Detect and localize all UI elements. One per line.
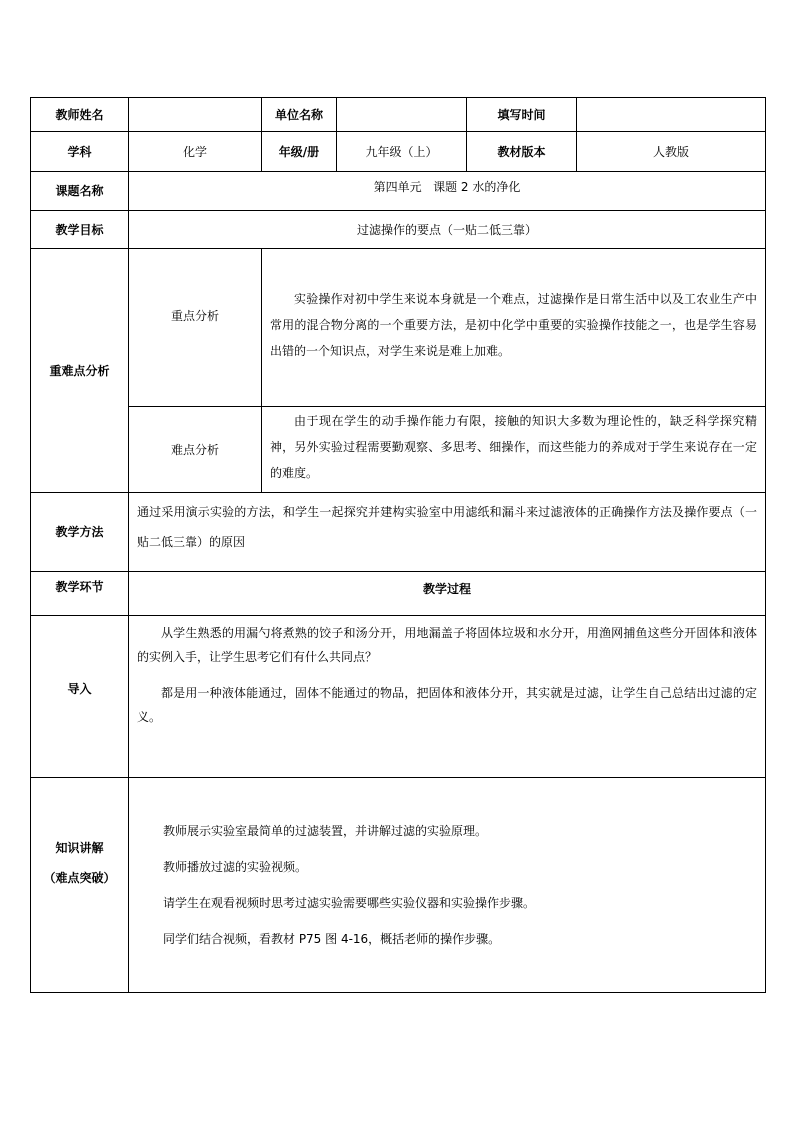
knowledge-label-cell xyxy=(31,778,129,993)
topic-row xyxy=(31,172,766,211)
method-text: 通过采用演示实验的方法，和学生一起探究并建构实验室中用滤纸和漏斗来过滤液体的正确操作方法及操作要点（一贴二低三靠）的原因 xyxy=(137,505,757,549)
knowledge-row xyxy=(31,778,766,993)
method-cell xyxy=(129,493,766,572)
difficulty-cell xyxy=(262,407,766,493)
knowledge-paragraph-3: 请学生在观看视频时思考过滤实验需要哪些实验仪器和实验操作步骤。 xyxy=(163,896,536,910)
unit-name-value xyxy=(337,98,467,132)
method-label: 教学方法 xyxy=(31,493,129,572)
teacher-name-value xyxy=(129,98,262,132)
unit-name-label: 单位名称 xyxy=(262,98,337,132)
teacher-name-label: 教师姓名 xyxy=(31,98,129,132)
edition-value: 人教版 xyxy=(577,132,766,172)
knowledge-paragraph-2: 教师播放过滤的实验视频。 xyxy=(163,860,308,874)
intro-row xyxy=(31,616,766,778)
knowledge-label: 知识讲解 xyxy=(55,840,104,855)
difficulty-label: 难点分析 xyxy=(129,407,262,493)
goal-row xyxy=(31,211,766,249)
subject-label: 学科 xyxy=(31,132,129,172)
key-point-cell xyxy=(262,249,766,407)
intro-paragraph-1: 从学生熟悉的用漏勺将煮熟的饺子和汤分开，用地漏盖子将固体垃圾和水分开，用渔网捕鱼这些分开固体和液体的实例入手，让学生思考它们有什么共同点？ xyxy=(137,626,757,664)
teacher-row xyxy=(31,98,766,132)
edition-label: 教材版本 xyxy=(467,132,577,172)
intro-paragraph-2: 都是用一种液体能通过，固体不能通过的物品，把固体和液体分开，其实就是过滤，让学生自己总结出过滤的定义。 xyxy=(137,686,757,724)
process-title: 教学过程 xyxy=(129,572,766,616)
key-point-label: 重点分析 xyxy=(129,249,262,407)
intro-cell xyxy=(129,616,766,778)
fill-time-value xyxy=(577,98,766,132)
knowledge-paragraph-1: 教师展示实验室最简单的过滤装置，并讲解过滤的实验原理。 xyxy=(163,824,488,838)
knowledge-cell xyxy=(129,778,766,993)
knowledge-sublabel: （难点突破） xyxy=(43,870,116,885)
fill-time-label: 填写时间 xyxy=(467,98,577,132)
difficulty-analysis-row xyxy=(31,407,766,493)
grade-value: 九年级（上） xyxy=(337,132,467,172)
process-header-row xyxy=(31,572,766,616)
process-step-label: 教学环节 xyxy=(31,572,129,616)
key-analysis-row xyxy=(31,249,766,407)
analysis-label: 重难点分析 xyxy=(31,249,129,493)
intro-label: 导入 xyxy=(31,616,129,778)
key-point-text: 实验操作对初中学生来说本身就是一个难点，过滤操作是日常生活中以及工农业生产中常用的混合物分离的一个重要方法，是初中化学中重要的实验操作技能之一，也是学生容易出错的一个知识点，对学生来说是难上加难。 xyxy=(270,292,757,358)
knowledge-paragraph-4: 同学们结合视频，看教材 P75 图 4-16，概括老师的操作步骤。 xyxy=(163,932,501,946)
method-row xyxy=(31,493,766,572)
lesson-plan-table xyxy=(30,97,766,993)
subject-value: 化学 xyxy=(129,132,262,172)
goal-value: 过滤操作的要点（一贴二低三靠） xyxy=(129,211,766,249)
grade-label: 年级/册 xyxy=(262,132,337,172)
topic-label: 课题名称 xyxy=(31,172,129,211)
topic-value: 第四单元 课题 2 水的净化 xyxy=(129,172,766,211)
difficulty-text: 由于现在学生的动手操作能力有限，接触的知识大多数为理论性的，缺乏科学探究精神，另外实验过程需要勤观察、多思考、细操作，而这些能力的养成对于学生来说存在一定的难度。 xyxy=(270,414,757,480)
subject-row xyxy=(31,132,766,172)
goal-label: 教学目标 xyxy=(31,211,129,249)
